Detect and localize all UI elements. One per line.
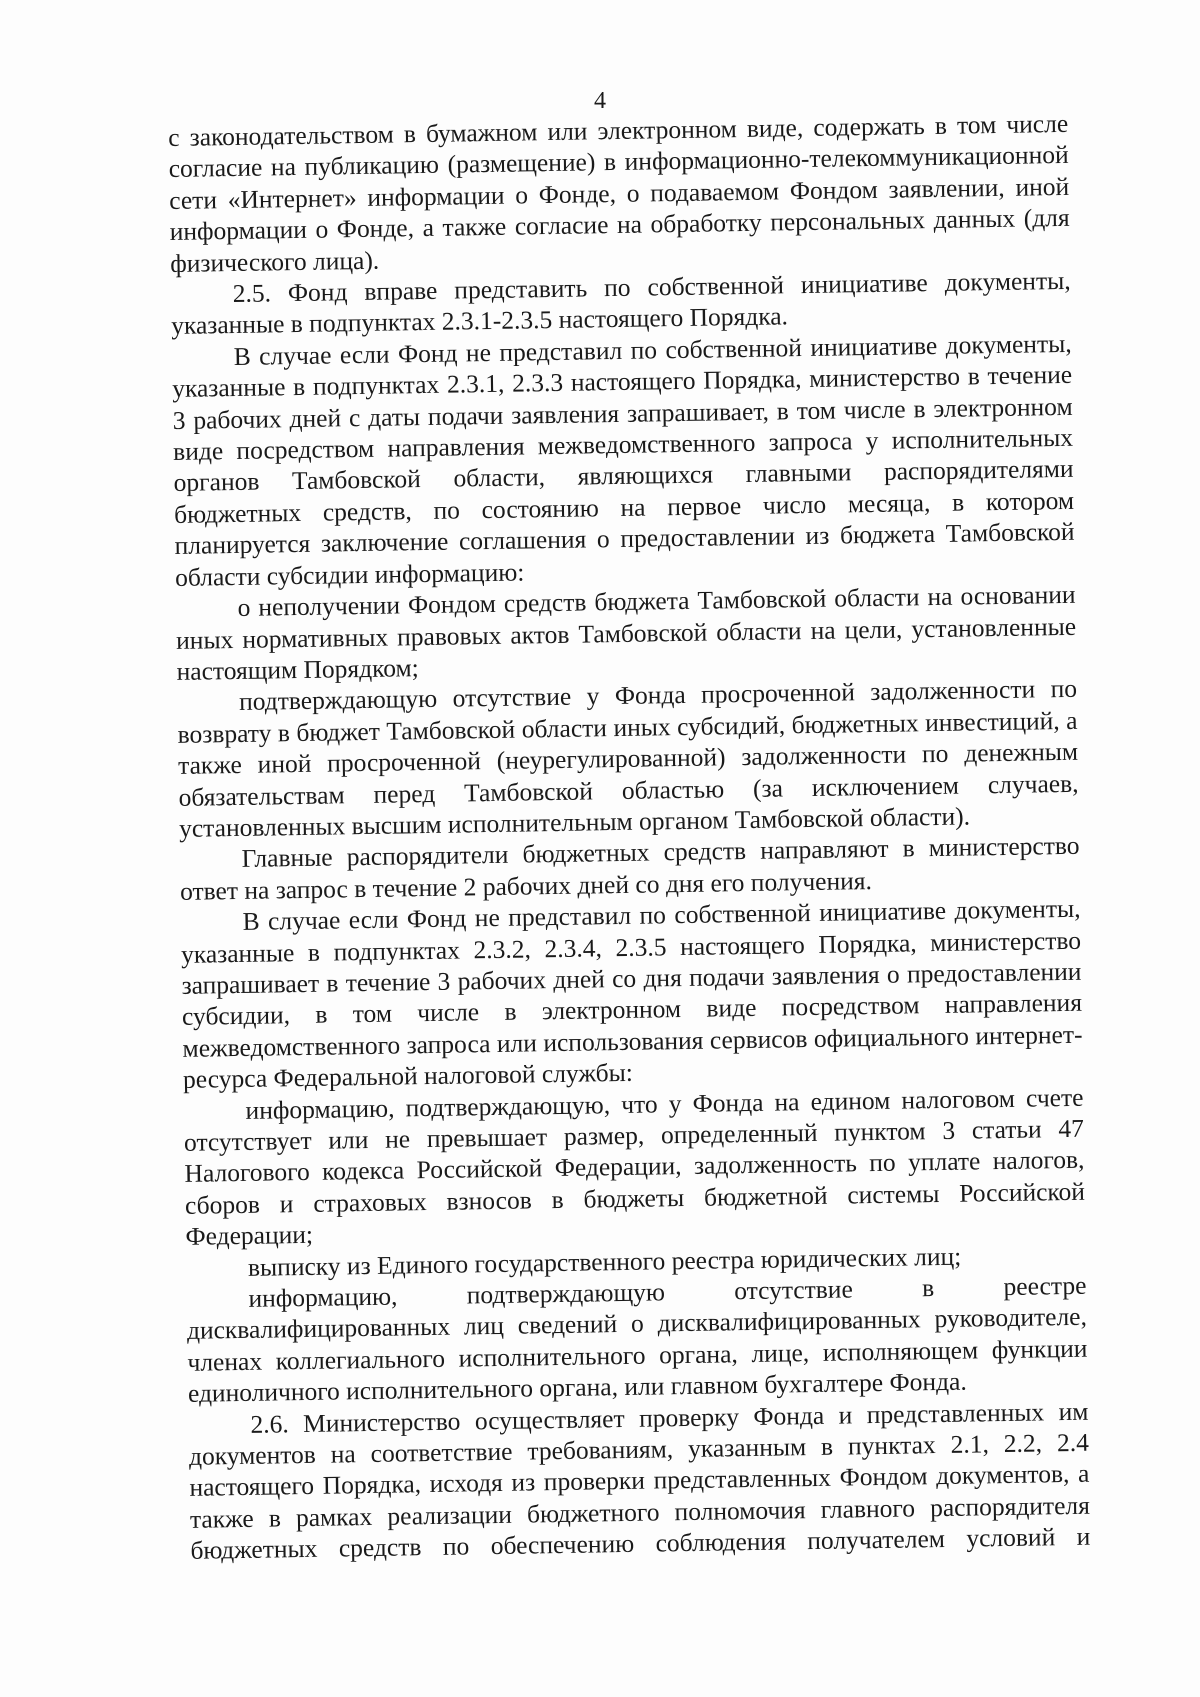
paragraph-2-6: 2.6. Министерство осуществляет проверку Фонда и представленных им документов на соответствие требованиям, указанным в пунктах 2.1, 2.2, 2.4 настоящего Порядка, исходя из проверки представленных Фондом документов, а также в рамках реализации бюджетного полномочия главного распорядителя бюджетных средств по обеспечению соблюдения получателем условий и — [188, 1396, 1091, 1566]
paragraph-response: Главные распорядители бюджетных средств направляют в министерство ответ на запрос в течение 2 рабочих дней со дня его получения. — [179, 831, 1080, 906]
paragraph-tax-account: информацию, подтверждающую, что у Фонда на едином налоговом счете отсутствует или не превышает размер, определенный пунктом 3 статьи 47 Налогового кодекса Российской Федерации, задолженность по уплате налогов, сборов и страховых взносов в бюджеты бюджетной системы Российской Федерации; — [183, 1082, 1086, 1252]
paragraph-disqualified: информацию, подтверждающую отсутствие в реестре дисквалифицированных лиц сведений о дисквалифицированных руководителе, членах коллегиального исполнительного органа, лице, исполняющем функции единоличного исполнительного органа, или главном бухгалтере Фонда. — [186, 1270, 1088, 1409]
paragraph-egrul: выписку из Единого государственного реестра юридических лиц; — [247, 1241, 962, 1282]
page-number: 4 — [594, 88, 606, 114]
paragraph-2-5: 2.5. Фонд вправе представить по собственной инициативе документы, указанные в подпунктах 2.3.1-2.3.5 настоящего Порядка. — [170, 265, 1071, 341]
paragraph-no-debt: подтверждающую отсутствие у Фонда просроченной задолженности по возврату в бюджет Тамбовской области иных субсидий, бюджетных инвестиций, а также иной просроченной (неурегулированной) задолженности по денежным обязательствам перед Тамбовской областью (за исключением случаев, установленных высшим исполнительным органом Тамбовской области). — [177, 674, 1079, 843]
paragraph-nonreceipt: о неполучении Фондом средств бюджета Тамбовской области на основании иных нормативных правовых актов Тамбовской области на цели, установленные настоящим Порядком; — [175, 579, 1077, 686]
document-body — [168, 108, 1091, 1567]
paragraph-request-1: В случае если Фонд не представил по собственной инициативе документы, указанные в подпунктах 2.3.1, 2.3.3 настоящего Порядка, министерство в течение 3 рабочих дней с даты подачи заявления запрашивает, в том числе в электронном виде посредством направления межведомственного запроса у исполнительных органов Тамбовской области, являющихся главными распорядителями бюджетных средств, по состоянию на первое число месяца, в котором планируется заключение соглашения о предоставлении из бюджета Тамбовской области субсидии информацию: — [171, 328, 1075, 592]
paragraph-request-2: В случае если Фонд не представил по собственной инициативе документы, указанные в подпунктах 2.3.2, 2.3.4, 2.3.5 настоящего Порядка, министерство запрашивает в течение 3 рабочих дней со дня подачи заявления о предоставлении субсидии, в том числе в электронном виде посредством направления межведомственного запроса или использования сервисов официального интернет-ресурса Федеральной налоговой службы: — [180, 893, 1083, 1095]
paragraph-continuation: с законодательством в бумажном или электронном виде, содержать в том числе согласие на публикацию (размещение) в информационно-телекоммуникационной сети «Интернет» информации о Фонде, о подаваемом Фондом заявлении, иной информации о Фонде, а также согласие на обработку персональных данных (для физического лица). — [168, 108, 1070, 278]
